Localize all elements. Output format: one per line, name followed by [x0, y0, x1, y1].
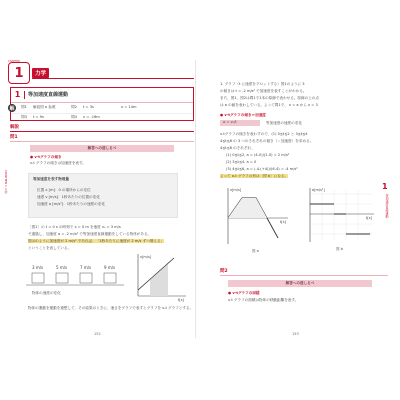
answer-label-1: 問1 — [21, 105, 27, 109]
formula-note: 等加速度の速度の変化 — [266, 121, 302, 125]
right-guide-bar-label: 解答への道しるべ — [285, 281, 315, 285]
right-calc-1: (1) 0≦t≦2, a = (4-0)/(2-0) = 2 m/s² — [226, 153, 290, 157]
right-guide2-body: v-t グラフの面積は物体の移動距離を表す。 — [228, 298, 299, 302]
topic-title: 等加速度直線運動 — [28, 92, 69, 98]
answer-marker-icon: 解 — [9, 105, 15, 112]
right-para-4: は a の値を表わしている。よって問1で、 x = a から x = 3 — [220, 103, 318, 107]
box-line-2: 速度 v [m/s]：1秒あたりの位置の変化 — [37, 195, 100, 199]
right-para2-2: 4≦t≦6 の 3 つのそれぞれの傾き（＝加速度）を求める。 — [220, 139, 314, 143]
section-rule — [10, 131, 194, 132]
fig-a-caption: 図 a — [252, 249, 259, 253]
right-para2-4 — [220, 174, 288, 179]
answer-label-3: 問3 — [21, 115, 27, 119]
topic-box — [10, 87, 194, 121]
answer-value-2b: x = 14m — [121, 105, 137, 109]
right-calc-2: (2) 3≦t≦4, a = 0 — [226, 160, 257, 164]
right-para2-3: 4≦t≦6 のそれぞれ、 — [220, 146, 255, 150]
guide-badge-icon: ● — [30, 155, 34, 159]
box-line-3: 加速度 a [m/s²]：1秒あたりの速度の変化 — [37, 202, 105, 206]
fig-a-title: v[m/s] — [230, 188, 242, 192]
fig-b-title: a[m/s²] — [312, 188, 325, 192]
topic-number: 1 — [14, 90, 21, 99]
motion-speed-1: 3 m/s — [32, 265, 44, 270]
box-line-1: 位置 x [m]：0 の場所からの変位 — [37, 188, 91, 192]
page-number-left: 152 — [94, 332, 101, 336]
answer-value-4: x = -16m — [83, 115, 100, 119]
fig-a-x-label: t[s] — [280, 220, 286, 224]
guide-body: v-t グラフの傾きは加速度を表す。 — [30, 161, 86, 165]
page-number-right: 153 — [292, 332, 299, 336]
foot-line: 物体の運動を運動を連想して、その結果のときに、速さをグラフで表すとグラフを v-t グラフとする。 — [28, 306, 194, 310]
guide-title — [30, 155, 62, 160]
chapter-label: CHAPTER — [8, 60, 20, 63]
motion-block-4 — [104, 273, 116, 283]
right-para2-1: v-tグラフの傾きを表わすので、(1) 0≦t≦2 と 3≦t≦4 — [220, 132, 308, 136]
vt-y-label: v[m/s] — [140, 255, 152, 259]
vt-graph — [130, 250, 190, 302]
right-para-1: 1. グラフ（t に速度をプロットする）図1のように 3 — [220, 82, 305, 86]
right-para-3: また、図1、図2は問1で1本の原線で表わせる。原線の上の点 — [220, 96, 319, 100]
right-guide-title — [220, 113, 266, 118]
right-calc-3: (3) 4≦t≦6, a = (-4-(+4))/(6-4) = -4 m/s² — [226, 167, 298, 171]
right-page — [204, 60, 394, 338]
right-guide-bar — [228, 280, 372, 287]
right-question-heading: 問2 — [220, 269, 228, 274]
box-title: 等加速度を表す物理量 — [33, 177, 69, 181]
right-highlight: よって a-t グラフの形は〔図 b〕になる。 — [220, 174, 289, 178]
right-guide-title-text: v-tグラフの傾き＝加速度 — [224, 113, 266, 117]
fig-a-area — [228, 198, 267, 218]
motion-block-3 — [80, 273, 92, 283]
guide-bar-label: 解答への道しるべ — [87, 146, 117, 150]
fig-b-caption: 図 b — [336, 247, 343, 251]
topic-divider — [11, 102, 193, 103]
left-page — [6, 60, 196, 338]
formula-chip-text: a = v₀/t — [223, 120, 237, 124]
answer-value-3: t = 9s — [33, 115, 44, 119]
motion-diagram — [26, 255, 126, 300]
motion-note: 物体の速度の変化 — [32, 291, 61, 295]
answer-value-1: 解説図 a 参照 — [33, 105, 56, 109]
side-tab-left: CHAPTER 1 力学 — [4, 170, 8, 194]
side-number-right: 1 — [382, 182, 388, 191]
vt-x-label: t[s] — [178, 298, 184, 302]
chapter-title: 力学 — [32, 68, 49, 78]
fig-b-grid — [310, 190, 372, 240]
para-line-2: で通過し、加速度 a = -2 m/s² で等加速度直線運動をしている物体がある。 — [28, 232, 152, 236]
motion-block-1 — [32, 273, 44, 283]
section-heading: 解説 — [10, 125, 19, 130]
vt-shaded-area — [150, 264, 168, 296]
answer-value-2: t = 3s — [83, 105, 94, 109]
answer-label-2: 問2 — [71, 105, 77, 109]
motion-speed-4: 9 m/s — [104, 265, 116, 270]
figure-a — [218, 184, 292, 254]
side-tab-right: 等加速度直線運動 — [385, 194, 389, 218]
chapter-rule — [32, 78, 194, 79]
fig-b-x-label: t[s] — [366, 216, 372, 220]
right-guide2-badge-icon: ● — [228, 291, 232, 295]
motion-speed-2: 5 m/s — [56, 265, 68, 270]
guide-bar — [30, 145, 174, 152]
chapter-number: 1 — [8, 62, 30, 84]
right-guide-badge-icon: ● — [220, 113, 224, 117]
question-heading: 問1 — [10, 135, 18, 140]
formula-chip — [220, 120, 260, 126]
para-line-4: ということを表している。 — [28, 246, 72, 250]
answer-label-4: 問4 — [71, 115, 77, 119]
right-guide2-title — [228, 291, 260, 296]
motion-block-2 — [56, 273, 68, 283]
topic-title-bar — [24, 91, 25, 99]
motion-speed-3: 7 m/s — [80, 265, 92, 270]
figure-b — [300, 184, 378, 254]
para-line-3 — [28, 239, 164, 244]
answer-divider — [11, 113, 193, 114]
question-rule — [10, 141, 194, 142]
guide-title-text: v-tグラフの傾き — [34, 155, 62, 159]
quantity-box — [28, 173, 178, 218]
para-line-1: 〔図1〕の t = 0 s の時刻で x = 0 m を速度 v₀ = 3 m/s — [28, 225, 121, 229]
right-guide2-title-text: v-tグラフの面積 — [232, 291, 260, 295]
right-para-2: の傾きは t = -2 m/s² で加速度を表すことがわかる。 — [220, 89, 307, 93]
right-question-rule — [220, 275, 388, 276]
highlight-text: 図示のように加速度が 2 m/s² であれば、「1秒あたりに速度が 2 m/s ずつ増える」 — [28, 239, 165, 243]
